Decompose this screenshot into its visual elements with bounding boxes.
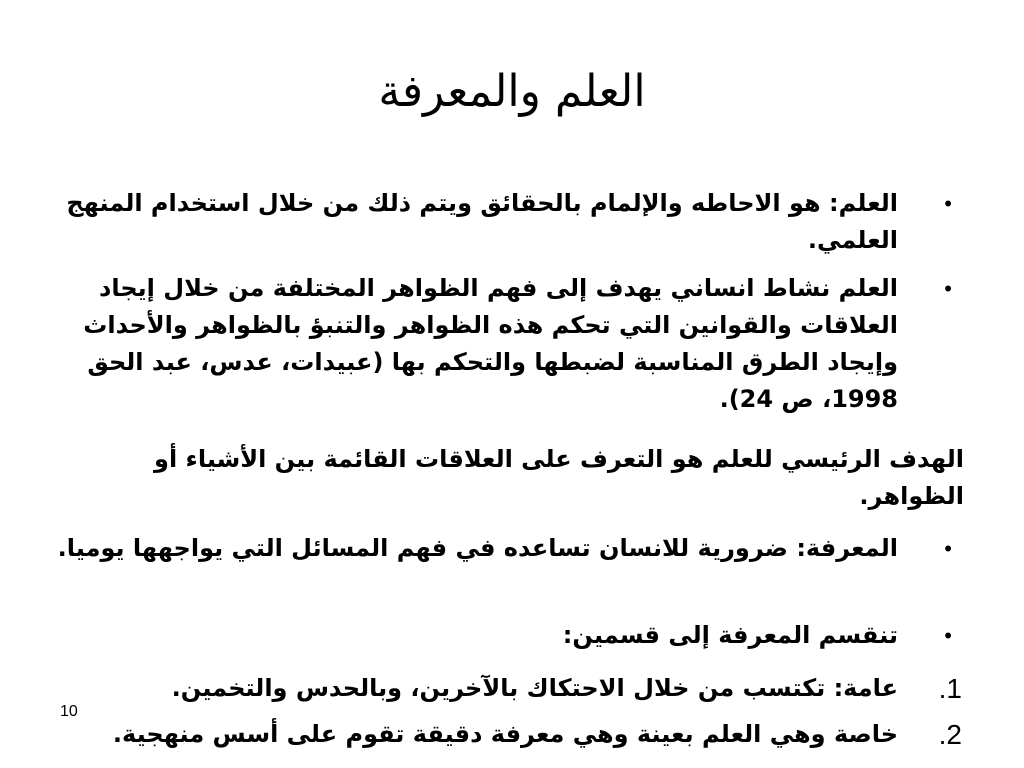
bullet-marker: • bbox=[944, 191, 952, 216]
bullet-marker: • bbox=[944, 276, 952, 301]
bullet-marker: • bbox=[944, 623, 952, 648]
bullet-knowledge-division bbox=[38, 617, 952, 654]
bullet-knowledge-definition bbox=[38, 530, 952, 567]
bullet-text: العلم: هو الاحاطه والإلمام بالحقائق ويتم ذلك من خلال استخدام المنهج العلمي. bbox=[66, 189, 898, 254]
number-marker: 2. bbox=[938, 719, 962, 750]
number-marker: 1. bbox=[938, 673, 962, 704]
slide-title: العلم والمعرفة bbox=[378, 66, 646, 117]
numbered-item-general bbox=[38, 670, 962, 707]
bullet-science-activity bbox=[38, 270, 952, 418]
numbered-text: خاصة وهي العلم بعينة وهي معرفة دقيقة تقوم على أسس منهجية. bbox=[112, 720, 898, 748]
paragraph-main-goal bbox=[64, 441, 964, 515]
bullet-text: المعرفة: ضرورية للانسان تساعده في فهم المسائل التي يواجهها يوميا. bbox=[57, 534, 898, 562]
numbered-text: عامة: تكتسب من خلال الاحتكاك بالآخرين، وبالحدس والتخمين. bbox=[171, 674, 898, 702]
bullet-science-definition bbox=[38, 185, 952, 259]
page-number: 10 bbox=[60, 703, 78, 720]
numbered-item-specific bbox=[18, 716, 962, 753]
bullet-marker: • bbox=[944, 536, 952, 561]
bullet-text: تنقسم المعرفة إلى قسمين: bbox=[562, 621, 898, 649]
bullet-text: العلم نشاط انساني يهدف إلى فهم الظواهر المختلفة من خلال إيجاد العلاقات والقوانين التي تحكم هذه الظواهر والتنبؤ بالظواهر والأحداث وإيجاد الطرق المناسبة لضبطها والتحكم بها (عبيدات، عدس، عبد الحق 1998، ص 24). bbox=[83, 274, 898, 413]
paragraph-text: الهدف الرئيسي للعلم هو التعرف على العلاقات القائمة بين الأشياء أو الظواهر. bbox=[154, 445, 964, 510]
